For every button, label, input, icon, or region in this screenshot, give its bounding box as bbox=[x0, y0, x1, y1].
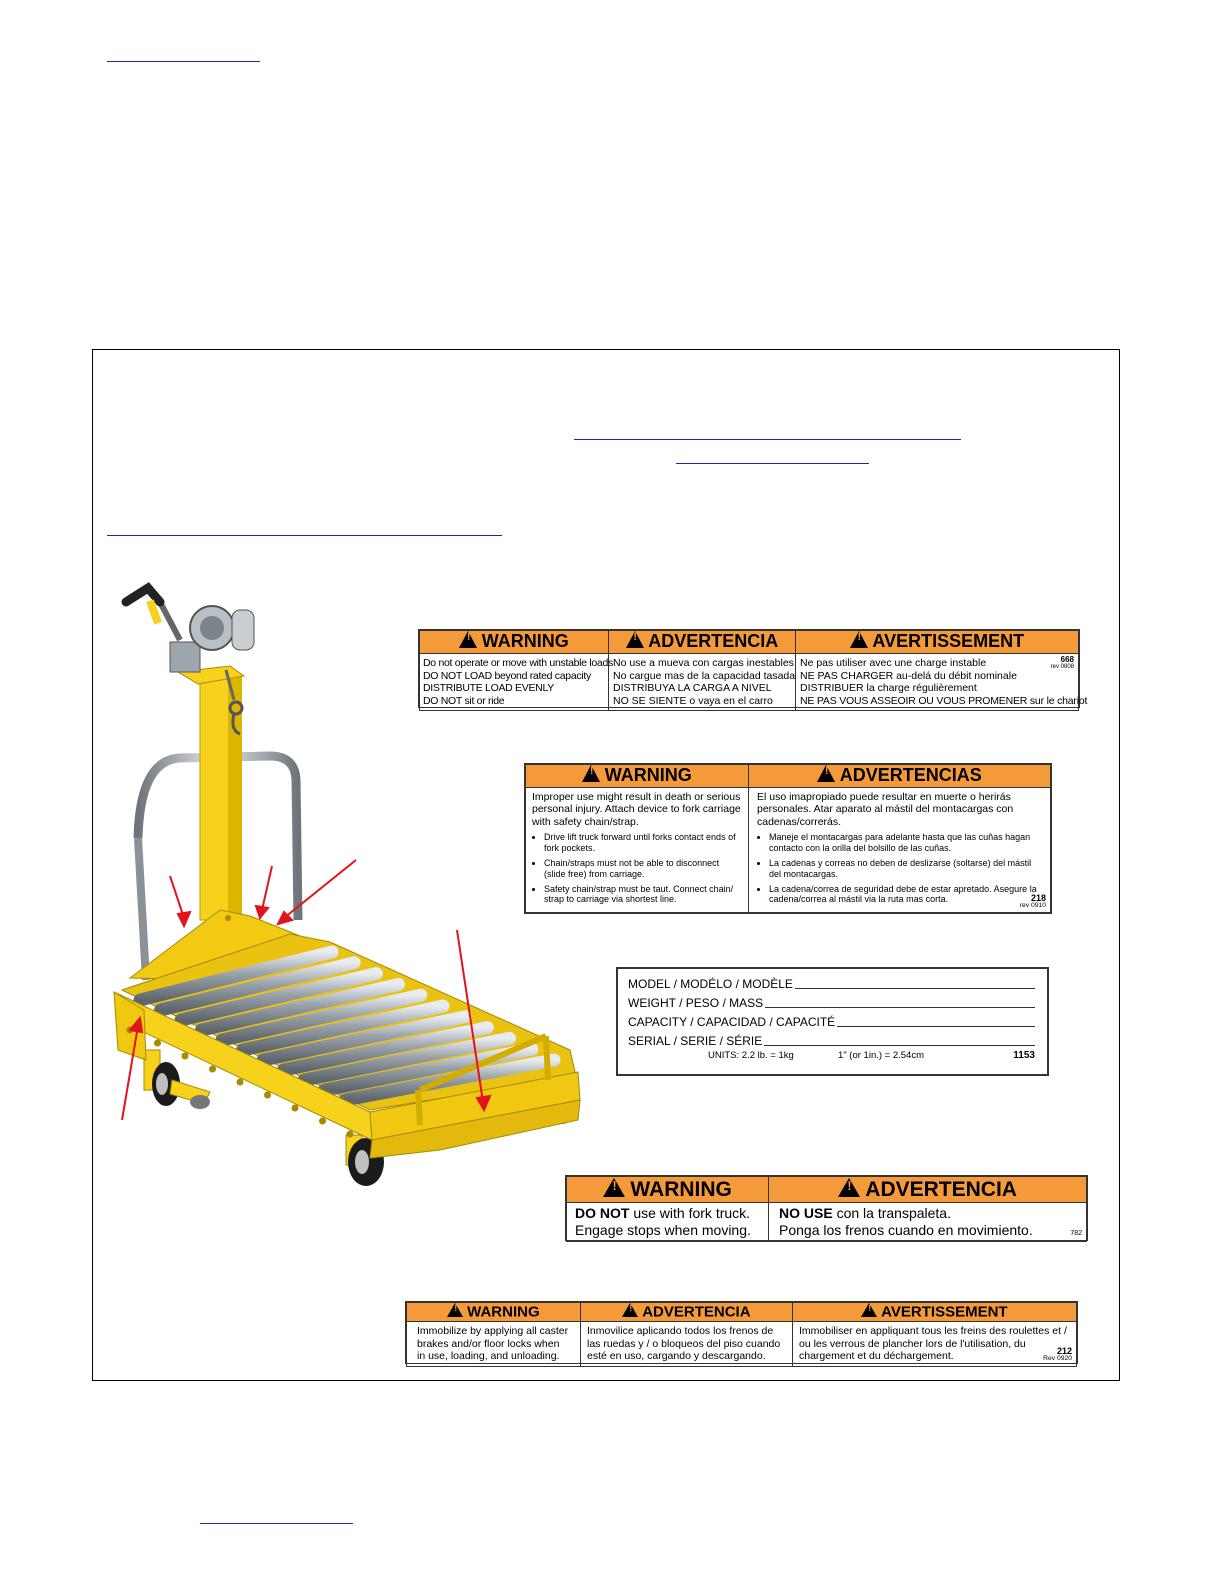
header-warning: !WARNING bbox=[407, 1303, 581, 1322]
bolt bbox=[264, 1092, 271, 1099]
link-underline-bottom[interactable] bbox=[200, 1523, 353, 1524]
text-es: Inmovilice aplicando todos los frenos de las ruedas y / o bloqueos del piso cuando esté en uso, cargando y descargando. bbox=[581, 1322, 793, 1367]
warning-label-218 bbox=[524, 763, 1052, 914]
text-en: Immobilize by applying all caster brakes and/or floor locks when in use, loading, and unloading. bbox=[407, 1322, 581, 1367]
header-advertencias: ! ADVERTENCIAS bbox=[749, 765, 1051, 788]
text-en: Improper use might result in death or serious personal injury. Attach device to fork carriage with safety chain/strap. • Drive lift truck forward until forks contact ends of fork pockets. • Chain/straps must not be able to disconnect (slide free) from carriage. • Safety chain/strap must be taut. Connect chain/ strap to carriage via shortest line. bbox=[526, 787, 749, 913]
warning-triangle-icon bbox=[817, 765, 835, 782]
text-en: DO NOT use with fork truck. Engage stops when moving. bbox=[567, 1203, 769, 1242]
warning-triangle-icon bbox=[838, 1178, 860, 1197]
link-underline-top[interactable] bbox=[107, 61, 260, 62]
label-code: 1153 bbox=[1013, 1050, 1035, 1061]
text-es: No use a mueva con cargas inestables No cargue mas de la capacidad tasada DISTRIBUYA LA CARGA A NIVEL NO SE SIENTE o vaya en el carro bbox=[609, 654, 796, 711]
warning-triangle-icon bbox=[459, 631, 477, 648]
header-avertissement: ! AVERTISSEMENT bbox=[796, 631, 1079, 654]
bolt bbox=[292, 1105, 299, 1112]
warning-triangle-icon bbox=[850, 631, 868, 648]
text-fr: Immobiliser en appliquant tous les freins des roulettes et / ou les verrous de plancher lors de l'utilisation, du chargement et du déchargement. 212 Rev 0920 bbox=[793, 1322, 1077, 1367]
text-es: NO USE con la transpaleta. Ponga los frenos cuando en movimiento. 782 bbox=[769, 1203, 1087, 1242]
identification-label-1153 bbox=[616, 967, 1049, 1076]
warning-triangle-icon bbox=[622, 1303, 638, 1317]
warning-triangle-icon bbox=[447, 1303, 463, 1317]
warning-triangle-icon bbox=[582, 765, 600, 782]
units-row: UNITS: 2.2 lb. = 1kg 1" (or 1in.) = 2.54cm 1153 bbox=[708, 1050, 1035, 1061]
header-advertencia: ! ADVERTENCIA bbox=[609, 631, 796, 654]
label-code: 668 rev 0808 bbox=[1050, 655, 1074, 670]
warning-triangle-icon bbox=[861, 1303, 877, 1317]
model-row: MODEL / MODÉLO / MODÈLE bbox=[628, 977, 1035, 991]
text-es: El uso imapropiado puede resultar en muerte o herirás personales. Atar aparato al mástil del montacargas con cadenas/correrás. • Maneje el montacargas para adelante hasta que las cuñas hagan contacto con la orilla del bolsillo de las cuñas. • La cadenas y correas no deben de deslizarse (soltarse) del mástil del montacargas. • La cadena/correa de seguridad debe de estar apretado. Asegure la cadena/correa al mástil via la ruta mas corta. 218 rev 0910 bbox=[749, 787, 1051, 913]
label-code: 218 rev 0910 bbox=[1019, 892, 1046, 909]
label-code: 212 Rev 0920 bbox=[1043, 1346, 1072, 1363]
warning-label-782 bbox=[565, 1175, 1088, 1241]
bolt bbox=[347, 1131, 354, 1138]
header-avertissement: ! AVERTISSEMENT bbox=[793, 1303, 1077, 1322]
header-advertencia: ! ADVERTENCIA bbox=[769, 1177, 1087, 1203]
bolt bbox=[237, 1079, 244, 1086]
capacity-row: CAPACITY / CAPACIDAD / CAPACITÉ bbox=[628, 1015, 1035, 1029]
bolt bbox=[319, 1118, 326, 1125]
bolt bbox=[209, 1066, 216, 1073]
text-fr: 668 rev 0808 Ne pas utiliser avec une charge instable NE PAS CHARGER au-delá du débit nominale DISTRIBUER la charge régulièrement NE PAS VOUS ASSEOIR OU VOUS PROMENER sur le chariot bbox=[796, 654, 1079, 711]
header-warning: !WARNING bbox=[420, 631, 609, 654]
header-warning: !WARNING bbox=[567, 1177, 769, 1203]
warning-label-212 bbox=[405, 1301, 1078, 1364]
serial-row: SERIAL / SERIE / SÉRIE bbox=[628, 1034, 1035, 1048]
header-warning: !WARNING bbox=[526, 765, 749, 788]
weight-row: WEIGHT / PESO / MASS bbox=[628, 996, 1035, 1010]
warning-label-668 bbox=[418, 629, 1088, 708]
text-en: Do not operate or move with unstable loads DO NOT LOAD beyond rated capacity DISTRIBUTE LOAD EVENLY DO NOT sit or ride bbox=[420, 654, 609, 711]
warning-triangle-icon bbox=[626, 631, 644, 648]
bolt bbox=[154, 1040, 161, 1047]
warning-triangle-icon bbox=[603, 1178, 625, 1197]
header-advertencia: ! ADVERTENCIA bbox=[581, 1303, 793, 1322]
bolt bbox=[182, 1053, 189, 1060]
label-code: 782 bbox=[1070, 1229, 1082, 1237]
